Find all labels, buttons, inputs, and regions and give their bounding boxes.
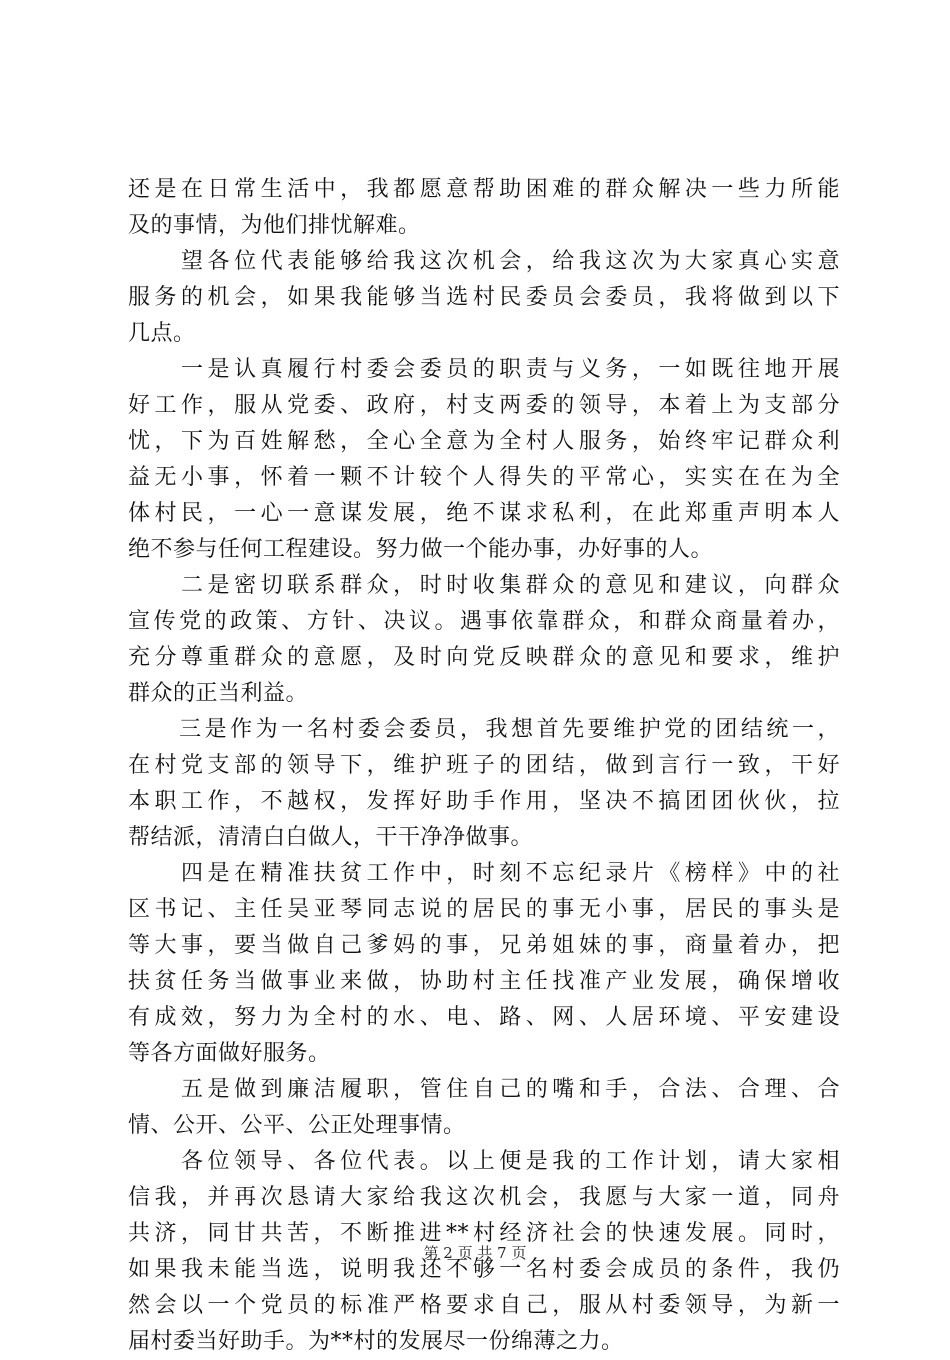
text-line: 三是作为一名村委会委员，我想首先要维护党的团结统一， [128, 717, 840, 742]
text-line: 及的事情，为他们排忧解难。 [128, 213, 421, 238]
text-line: 如果我未能当选，说明我还不够一名村委会成员的条件，我仍 [128, 1257, 840, 1282]
text-line: 区书记、主任吴亚琴同志说的居民的事无小事，居民的事头是 [128, 897, 840, 922]
text-line: 等各方面做好服务。 [128, 1041, 331, 1066]
text-line: 益无小事，怀着一颗不计较个人得失的平常心，实实在在为全 [128, 465, 840, 490]
text-line: 届村委当好助手。为**村的发展尽一份绵薄之力。 [128, 1329, 624, 1354]
text-line: 扶贫任务当做事业来做，协助村主任找准产业发展，确保增收 [128, 969, 840, 994]
text-line: 帮结派，清清白白做人，干干净净做事。 [128, 825, 534, 850]
text-line: 充分尊重群众的意愿，及时向党反映群众的意见和要求，维护 [128, 645, 840, 670]
text-line: 共济，同甘共苦，不断推进**村经济社会的快速发展。同时， [128, 1221, 840, 1246]
text-line: 等大事，要当做自己爹妈的事，兄弟姐妹的事，商量着办，把 [128, 933, 840, 958]
text-line: 绝不参与任何工程建设。努力做一个能办事，办好事的人。 [128, 537, 714, 562]
text-line: 一是认真履行村委会委员的职责与义务，一如既往地开展 [128, 357, 840, 382]
text-line: 体村民，一心一意谋发展，绝不谋求私利，在此郑重声明本人 [128, 501, 840, 526]
text-line: 忧，下为百姓解愁，全心全意为全村人服务，始终牢记群众利 [128, 429, 840, 454]
text-line: 好工作，服从党委、政府，村支两委的领导，本着上为支部分 [128, 393, 840, 418]
text-line: 宣传党的政策、方针、决议。遇事依靠群众，和群众商量着办， [128, 609, 840, 634]
text-line: 情、公开、公平、公正处理事情。 [128, 1113, 466, 1138]
text-line: 望各位代表能够给我这次机会，给我这次为大家真心实意 [128, 249, 840, 274]
text-line: 有成效，努力为全村的水、电、路、网、人居环境、平安建设 [128, 1005, 840, 1030]
text-line: 服务的机会，如果我能够当选村民委员会委员，我将做到以下 [128, 285, 840, 310]
text-line: 五是做到廉洁履职，管住自己的嘴和手，合法、合理、合 [128, 1077, 840, 1102]
text-line: 然会以一个党员的标准严格要求自己，服从村委领导，为新一 [128, 1293, 840, 1318]
document-body [128, 172, 840, 1360]
text-line: 还是在日常生活中，我都愿意帮助困难的群众解决一些力所能 [128, 177, 840, 202]
text-line: 几点。 [128, 321, 196, 346]
text-line: 四是在精准扶贫工作中，时刻不忘纪录片《榜样》中的社 [128, 861, 840, 886]
text-line: 信我，并再次恳请大家给我这次机会，我愿与大家一道，同舟 [128, 1185, 840, 1210]
text-line: 群众的正当利益。 [128, 681, 309, 706]
text-line: 本职工作，不越权，发挥好助手作用，坚决不搞团团伙伙，拉 [128, 789, 840, 814]
text-line: 在村党支部的领导下，维护班子的团结，做到言行一致，干好 [128, 753, 840, 778]
text-line: 二是密切联系群众，时时收集群众的意见和建议，向群众 [128, 573, 840, 598]
text-line: 各位领导、各位代表。以上便是我的工作计划，请大家相 [128, 1149, 840, 1174]
page-number-footer: 第 2 页 共 7 页 [423, 1244, 527, 1262]
